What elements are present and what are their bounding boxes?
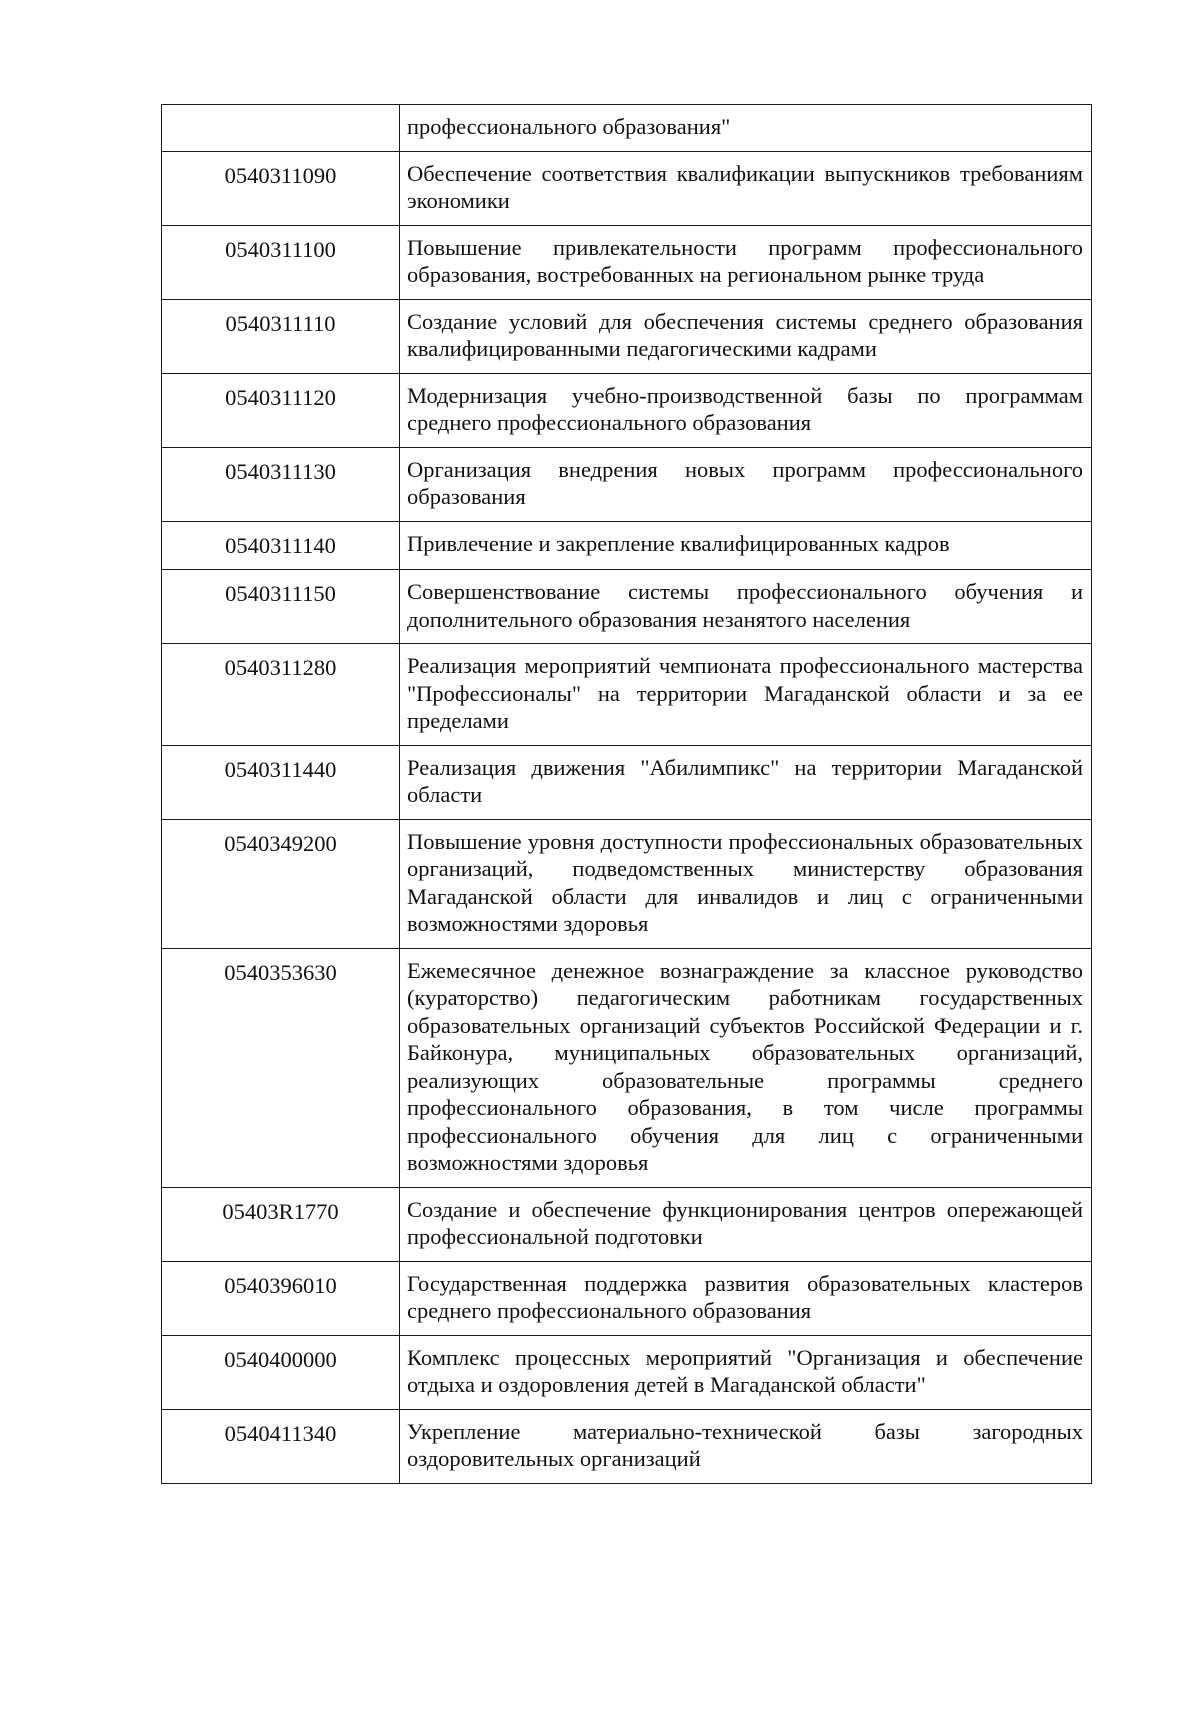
description-cell: Повышение привлекательности программ профессионального образования, востребованных на региональном рынке труда <box>400 225 1092 299</box>
code-cell: 0540311440 <box>162 745 400 819</box>
table-row <box>162 151 1092 225</box>
code-cell: 0540353630 <box>162 948 400 1187</box>
description-cell: Создание условий для обеспечения системы среднего образования квалифицированными педагогическими кадрами <box>400 299 1092 373</box>
description-cell: Обеспечение соответствия квалификации выпускников требованиям экономики <box>400 151 1092 225</box>
table-row <box>162 1335 1092 1409</box>
table-row <box>162 948 1092 1187</box>
table-row <box>162 745 1092 819</box>
table-row <box>162 819 1092 948</box>
table-row <box>162 373 1092 447</box>
description-cell: Укрепление материально-технической базы загородных оздоровительных организаций <box>400 1409 1092 1483</box>
table-row <box>162 1261 1092 1335</box>
table-row <box>162 225 1092 299</box>
description-cell: Реализация мероприятий чемпионата профессионального мастерства "Профессионалы" на территории Магаданской области и за ее пределами <box>400 644 1092 746</box>
description-cell: Комплекс процессных мероприятий "Организация и обеспечение отдыха и оздоровления детей в Магаданской области" <box>400 1335 1092 1409</box>
table-row <box>162 299 1092 373</box>
description-cell: Организация внедрения новых программ профессионального образования <box>400 447 1092 521</box>
table-row <box>162 1409 1092 1483</box>
code-cell: 0540349200 <box>162 819 400 948</box>
table-row <box>162 644 1092 746</box>
code-cell: 0540311150 <box>162 570 400 644</box>
codes-table-body <box>162 105 1092 1484</box>
description-cell: Повышение уровня доступности профессиональных образовательных организаций, подведомственных министерству образования Магаданской области для инвалидов и лиц с ограниченными возможностями здоровья <box>400 819 1092 948</box>
code-cell: 0540311090 <box>162 151 400 225</box>
table-row <box>162 447 1092 521</box>
code-cell: 0540311110 <box>162 299 400 373</box>
code-cell: 0540311280 <box>162 644 400 746</box>
code-cell: 0540311140 <box>162 521 400 570</box>
description-cell: профессионального образования" <box>400 105 1092 152</box>
description-cell: Государственная поддержка развития образовательных кластеров среднего профессионального образования <box>400 1261 1092 1335</box>
table-row <box>162 521 1092 570</box>
codes-table <box>161 104 1092 1484</box>
description-cell: Реализация движения "Абилимпикс" на территории Магаданской области <box>400 745 1092 819</box>
description-cell: Привлечение и закрепление квалифицированных кадров <box>400 521 1092 570</box>
table-row <box>162 570 1092 644</box>
code-cell: 0540396010 <box>162 1261 400 1335</box>
description-cell: Создание и обеспечение функционирования центров опережающей профессиональной подготовки <box>400 1187 1092 1261</box>
code-cell: 0540400000 <box>162 1335 400 1409</box>
description-cell: Ежемесячное денежное вознаграждение за классное руководство (кураторство) педагогическим работникам государственных образовательных организаций субъектов Российской Федерации и г. Байконура, муниципальных образовательных организаций, реализующих образовательные программы среднего профессионального образования, в том числе программы профессионального обучения для лиц с ограниченными возможностями здоровья <box>400 948 1092 1187</box>
code-cell: 0540311100 <box>162 225 400 299</box>
table-row <box>162 105 1092 152</box>
table-row <box>162 1187 1092 1261</box>
description-cell: Совершенствование системы профессионального обучения и дополнительного образования незанятого населения <box>400 570 1092 644</box>
code-cell: 0540311130 <box>162 447 400 521</box>
code-cell <box>162 105 400 152</box>
code-cell: 05403R1770 <box>162 1187 400 1261</box>
description-cell: Модернизация учебно-производственной базы по программам среднего профессионального образования <box>400 373 1092 447</box>
code-cell: 0540411340 <box>162 1409 400 1483</box>
code-cell: 0540311120 <box>162 373 400 447</box>
